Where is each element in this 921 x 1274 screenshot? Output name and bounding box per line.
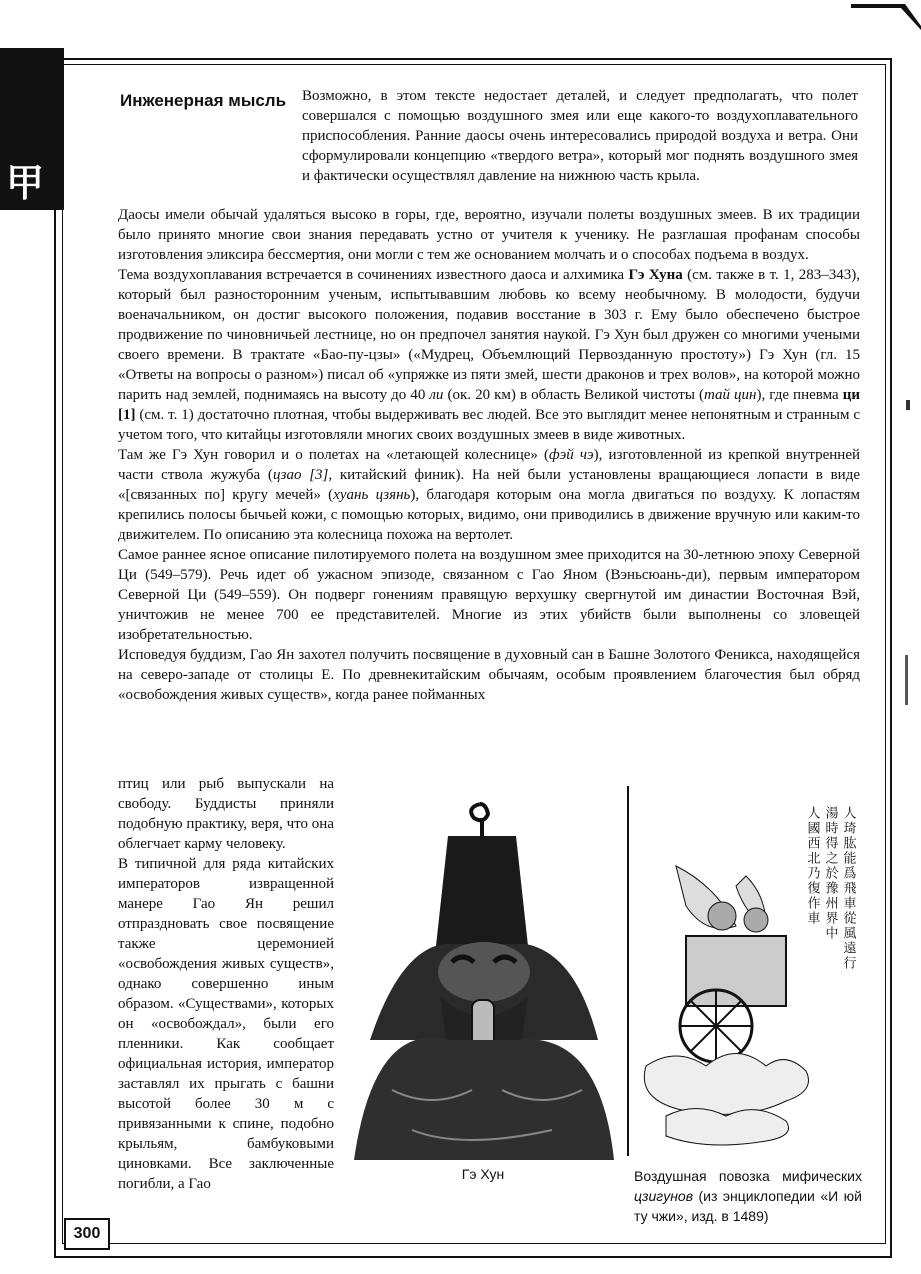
margin-scan-mark [906,400,910,410]
svg-text:湯時得之於豫州界中: 湯時得之於豫州界中 [822,806,838,941]
paragraph-gao-yang: В типичной для ряда китайских императоров извращенной манере Гао Ян решил отпраздновать свое посвящение также церемонией «освобождения живых существ», однако совершенно иным образом. «Существами», которых он «освобождал», были его пленники. Как сообщает официальная история, император заставлял их прыгать с башни высотой более 30 м с привязанными к спине, подобно крыльям, бамбуковыми циновками. Все заключенные погибли, а Гао [118,856,334,1192]
paragraph-release-continued: птиц или рыб выпускали на свободу. Буддисты приняли подобную практику, веря, что она облегчает карму человеку. [118,776,334,852]
chariot-caption: Воздушная повозка мифических цзигунов (из энциклопедии «И юй ту чжи», изд. в 1489) [634,1168,862,1224]
name-ge-hong: Гэ Хуна [628,267,683,283]
section-heading: Инженерная мысль [120,91,287,110]
paragraph-ge-hong: Тема воздухоплавания встречается в сочинениях известного даоса и алхимика Гэ Хуна (см. также в т. 1, 283–343), который был разносторонним ученым, испытывавшим любовь ко всему необычному. В молодости, будучи военачальником, он достиг высокого положения, подавив восстание в 303 г. Ему было обеспечено быстрое продвижение по чиновничьей лестнице, но он предпочел занятия наукой. Гэ Хун был дружен со многими учеными своего времени. В трактате «Бао-пу-цзы» («Мудрец, Объемлющий Первозданную простоту») Гэ Хун (гл. 15 «Ответы на вопросы о разном») писал об «упряжке из пяти змей, шести драконов и трех волов», на которой можно парить над землей, поднимаясь на высоту до 40 ли (ок. 20 км) в область Великой чистоты (тай цин), где пневма ци [1] (см. т. 1) достаточно плотная, чтобы выдерживать вес людей. Все это выглядит менее непонятным и странным с учетом того, что китайцы изготовляли многих своих воздушных змеев в виде животных. [118,267,860,443]
body-text [118,205,860,705]
ge-hong-portrait-illustration [352,790,614,1160]
svg-text:人琦肱能爲飛車從風遠行: 人琦肱能爲飛車從風遠行 [840,806,856,971]
chapter-glyph: 甲 [6,161,45,205]
portrait-caption: Гэ Хун [461,1166,505,1182]
paragraph-daoists: Даосы имели обычай удаляться высоко в горы, где, вероятно, изучали полеты воздушных змеев. В их традиции было принято многие свои знания передавать устно от учителя к ученику. Не разглашая профанам способы изготовления эликсира бессмертия, они могли с тем же основанием молчать и о способах подъема в воздух. [118,207,860,263]
svg-text:人國西北乃復作車: 人國西北乃復作車 [804,806,820,926]
corner-arrow-mark [851,0,921,30]
intro-paragraph: Возможно, в этом тексте недостает деталей, и следует предполагать, что полет совершался с помощью воздушного змея или еще какого-то воздухоплавательного приспособления. Ранние даосы очень интересовались природой воздуха и ветра. Они сформулировали концепцию «твердого ветра», который мог поднять воздушного змея и фактически осуществлял давление на нижнюю часть крыла. [302,88,858,184]
page-number: 300 [64,1218,110,1250]
paragraph-buddhism: Исповедуя буддизм, Гао Ян захотел получить посвящение в духовный сан в Башне Золотого Феникса, находящейся на северо-западе от столицы Е. По древнекитайским обычаям, особым проявлением благочестия был обряд «освобождения живых существ», когда ранее пойманных [118,647,860,703]
flying-chariot-woodcut [626,786,864,1156]
narrow-column-text [118,774,334,1194]
margin-scan-bar [905,655,908,705]
paragraph-flying-chariot: Там же Гэ Хун говорил и о полетах на «летающей колеснице» (фэй чэ), изготовленной из крепкой внутренней части ствола жужуба (цзао [3], китайский финик). На ней были установлены вращающиеся лопасти в виде «[связанных по] кругу мечей» (хуань цзянь), благодаря которым она могла двигаться по воздуху. К лопастям крепились полосы бычьей кожи, с помощью которых, видимо, они приводились в движение вручную или каким-то движителем. По описанию эта колесница похожа на вертолет. [118,447,861,543]
paragraph-northern-qi: Самое раннее ясное описание пилотируемого полета на воздушном змее приходится на 30-летнюю эпоху Северной Ци (549–579). Речь идет об ужасном эпизоде, связанном с Гао Яном (Вэньсюань-ди), первым императором Северной Ци (549–559). Он подверг гонениям правящую верхушку свергнутой им династии Восточная Вэй, уничтожив не менее 700 ее представителей. Многие из этих убийств были выполнены со зловещей изобретательностью. [118,547,860,643]
